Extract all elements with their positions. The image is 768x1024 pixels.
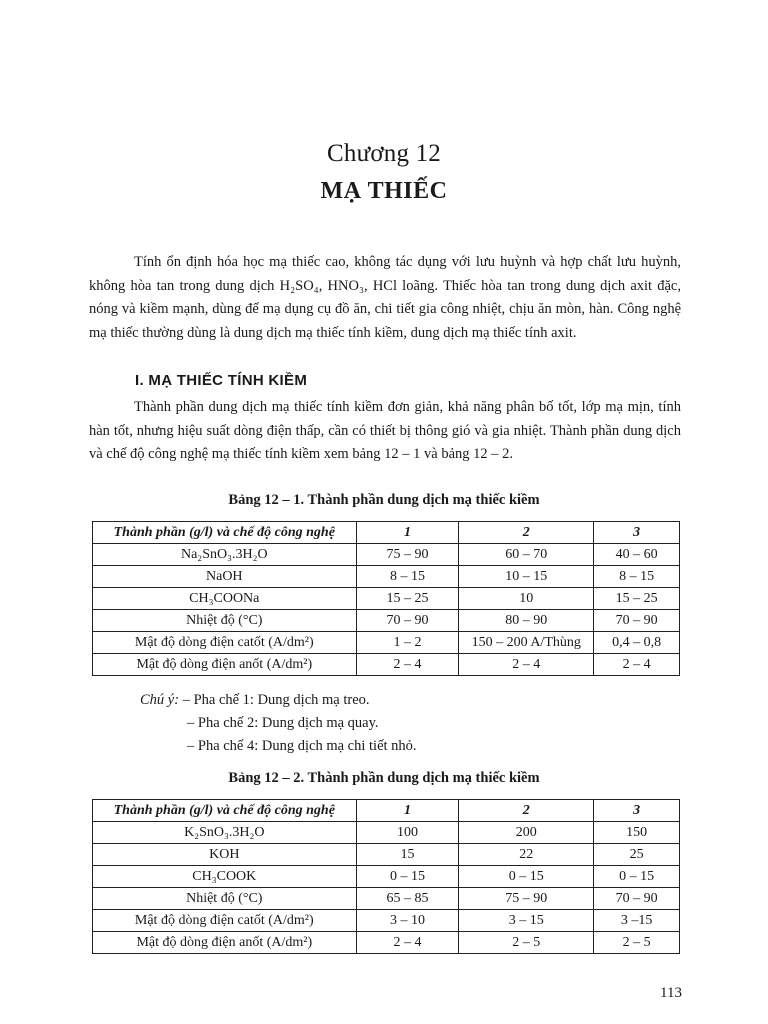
table-row: [93, 932, 680, 954]
table-row: [93, 654, 680, 676]
table-cell: 2 – 5: [594, 932, 680, 954]
table-cell: Mật độ dòng điện anốt (A/dm²): [93, 654, 357, 676]
table-cell: 150: [594, 822, 680, 844]
section-paragraph: Thành phần dung dịch mạ thiếc tính kiềm đơn giản, khả năng phân bố tốt, lớp mạ mịn, tính hàn tốt, nhưng hiệu suất dòng điện thấp, cần có thiết bị thông gió và gia nhiệt. Thành phần dung dịch và chế độ công nghệ mạ thiếc tính kiềm xem bảng 12 – 1 và bảng 12 – 2.: [89, 399, 681, 462]
table-cell: Na₂SnO₃.3H₂O: [93, 544, 357, 566]
table-cell: 75 – 90: [459, 888, 594, 910]
table-row: [93, 610, 680, 632]
table-cell: 2 – 4: [459, 654, 594, 676]
table-header-row: [93, 800, 680, 822]
table-row: [93, 866, 680, 888]
table-cell: 2 – 4: [356, 654, 459, 676]
table-row: [93, 822, 680, 844]
table-row: [93, 910, 680, 932]
header-cell: 3: [594, 522, 680, 544]
notes-block: [140, 689, 417, 758]
chapter-number: Chương 12: [327, 140, 441, 167]
table-cell: 15 – 25: [356, 588, 459, 610]
header-cell: Thành phần (g/l) và chế độ công nghệ: [93, 522, 357, 544]
note-item: – Pha chế 2: Dung dịch mạ quay.: [187, 715, 379, 731]
table-cell: 10: [459, 588, 594, 610]
table-cell: 100: [356, 822, 459, 844]
table-cell: 75 – 90: [356, 544, 459, 566]
table-cell: KOH: [93, 844, 357, 866]
table-cell: 3 –15: [594, 910, 680, 932]
table1-caption: Bảng 12 – 1. Thành phần dung dịch mạ thiếc kiềm: [228, 492, 540, 508]
table-row: [93, 888, 680, 910]
table-cell: 15: [356, 844, 459, 866]
table1: [92, 521, 680, 676]
chapter-title: MẠ THIẾC: [320, 178, 448, 204]
table-cell: 0 – 15: [356, 866, 459, 888]
table-cell: 0,4 – 0,8: [594, 632, 680, 654]
table-cell: Mật độ dòng điện anốt (A/dm²): [93, 932, 357, 954]
section-heading: I. MẠ THIẾC TÍNH KIỀM: [135, 372, 308, 389]
note-item: – Pha chế 4: Dung dịch mạ chi tiết nhỏ.: [187, 738, 417, 754]
table-cell: 3 – 10: [356, 910, 459, 932]
table-row: [93, 632, 680, 654]
note-label: Chú ý:: [140, 692, 180, 708]
table-cell: 60 – 70: [459, 544, 594, 566]
table-cell: 80 – 90: [459, 610, 594, 632]
table-cell: Nhiệt độ (°C): [93, 610, 357, 632]
table-row: [93, 588, 680, 610]
note-item: – Pha chế 1: Dung dịch mạ treo.: [182, 692, 370, 708]
table2: [92, 799, 680, 954]
table-cell: 8 – 15: [594, 566, 680, 588]
table-cell: 0 – 15: [459, 866, 594, 888]
table-cell: Nhiệt độ (°C): [93, 888, 357, 910]
table-cell: 2 – 4: [356, 932, 459, 954]
table-header-row: [93, 522, 680, 544]
table2-caption: Bảng 12 – 2. Thành phần dung dịch mạ thiếc kiềm: [228, 770, 540, 786]
table-cell: 65 – 85: [356, 888, 459, 910]
table-cell: 200: [459, 822, 594, 844]
header-cell: Thành phần (g/l) và chế độ công nghệ: [93, 800, 357, 822]
header-cell: 1: [356, 522, 459, 544]
table-cell: 2 – 5: [459, 932, 594, 954]
table-cell: 40 – 60: [594, 544, 680, 566]
table-cell: 70 – 90: [594, 888, 680, 910]
table-cell: CH₃COONa: [93, 588, 357, 610]
table-cell: 10 – 15: [459, 566, 594, 588]
table-cell: 3 – 15: [459, 910, 594, 932]
table-cell: Mật độ dòng điện catốt (A/dm²): [93, 632, 357, 654]
header-cell: 2: [459, 522, 594, 544]
table-cell: 150 – 200 A/Thùng: [459, 632, 594, 654]
table-cell: 70 – 90: [356, 610, 459, 632]
table-row: [93, 566, 680, 588]
header-cell: 3: [594, 800, 680, 822]
table-cell: 2 – 4: [594, 654, 680, 676]
page-number: 113: [660, 985, 682, 1001]
note-line: [140, 689, 417, 712]
header-cell: 1: [356, 800, 459, 822]
table-cell: 0 – 15: [594, 866, 680, 888]
table-cell: K₂SnO₃.3H₂O: [93, 822, 357, 844]
intro-paragraph: Tính ổn định hóa học mạ thiếc cao, không tác dụng với lưu huỳnh và hợp chất lưu huỳnh, không hòa tan trong dung dịch H₂SO₄, HNO₃, HCl loãng. Thiếc hòa tan trong dung dịch axit đặc, nóng và kiềm mạnh, dùng để mạ dụng cụ đồ ăn, chi tiết gia công nhiệt, chịu ăn mòn, hàn. Công nghệ mạ thiếc thường dùng là dung dịch mạ thiếc tính kiềm, dung dịch mạ thiếc tính axit.: [89, 254, 681, 341]
table-row: [93, 544, 680, 566]
table-cell: 70 – 90: [594, 610, 680, 632]
table-cell: 25: [594, 844, 680, 866]
table-cell: 15 – 25: [594, 588, 680, 610]
table-cell: 1 – 2: [356, 632, 459, 654]
table-cell: CH₃COOK: [93, 866, 357, 888]
table-cell: NaOH: [93, 566, 357, 588]
table-cell: 22: [459, 844, 594, 866]
table-cell: Mật độ dòng điện catốt (A/dm²): [93, 910, 357, 932]
table-cell: 8 – 15: [356, 566, 459, 588]
header-cell: 2: [459, 800, 594, 822]
table-row: [93, 844, 680, 866]
